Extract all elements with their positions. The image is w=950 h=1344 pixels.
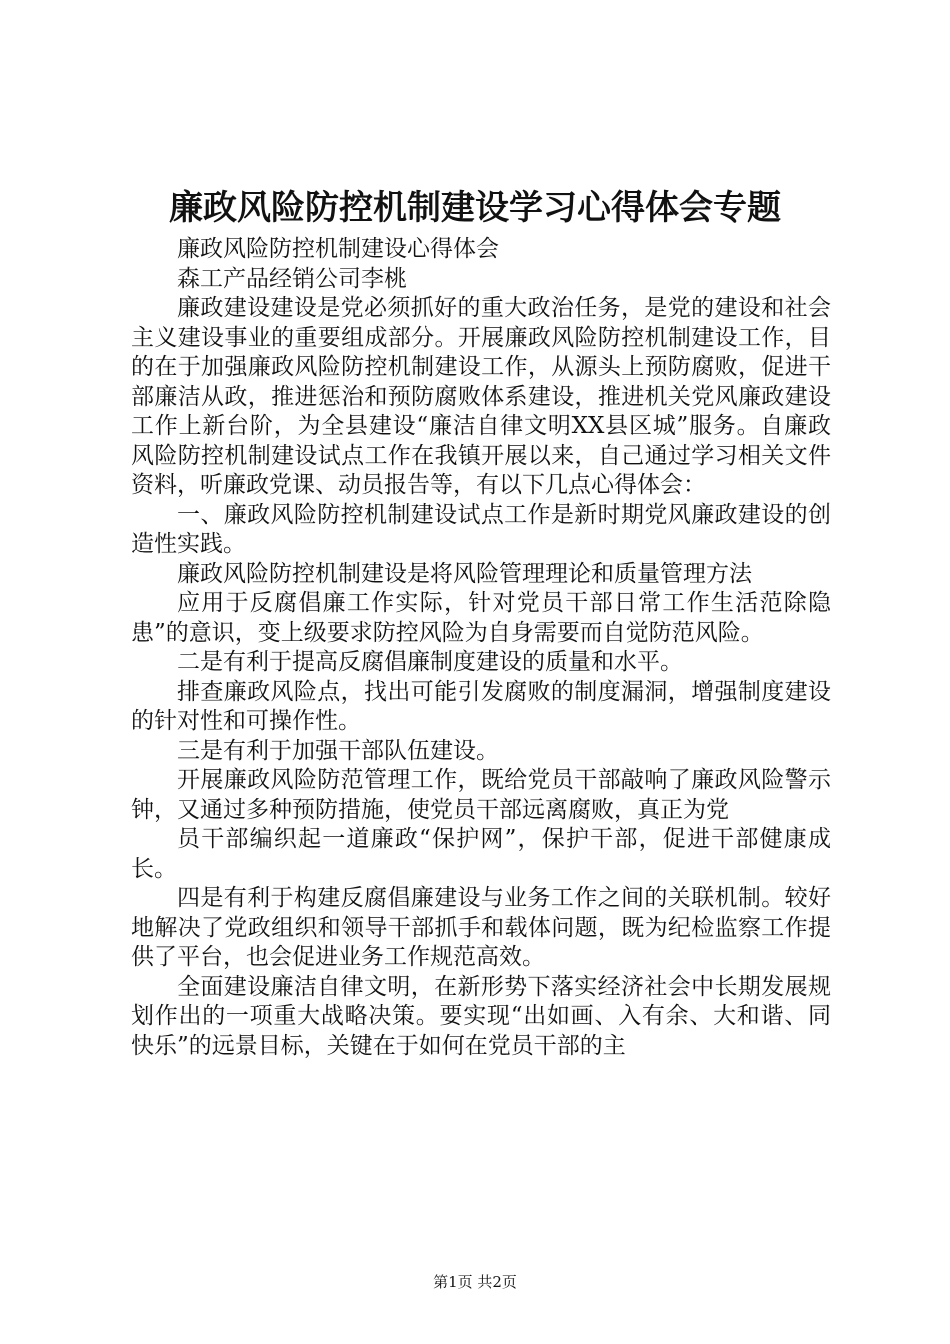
document-body <box>131 235 831 1061</box>
paragraph: 四是有利于构建反腐倡廉建设与业务工作之间的关联机制。较好地解决了党政组织和领导干部抓手和载体问题，既为纪检监察工作提供了平台，也会促进业务工作规范高效。 <box>131 885 831 970</box>
paragraph: 二是有利于提高反腐倡廉制度建设的质量和水平。 <box>177 649 683 675</box>
paragraph: 排查廉政风险点，找出可能引发腐败的制度漏洞，增强制度建设的针对性和可操作性。 <box>131 678 831 734</box>
paragraph-author: 森工产品经销公司李桃 <box>177 265 407 292</box>
page-number-footer: 第1页 共2页 <box>433 1273 517 1291</box>
paragraph: 廉政风险防控机制建设是将风险管理理论和质量管理方法 <box>177 560 752 587</box>
paragraph: 开展廉政风险防范管理工作，既给党员干部敲响了廉政风险警示钟，又通过多种预防措施，使党员干部远离腐败，真正为党 <box>131 767 831 823</box>
paragraph: 一、廉政风险防控机制建设试点工作是新时期党风廉政建设的创造性实践。 <box>131 501 831 557</box>
document-title: 廉政风险防控机制建设学习心得体会专题 <box>169 188 781 228</box>
paragraph-subtitle: 廉政风险防控机制建设心得体会 <box>177 236 499 262</box>
paragraph: 应用于反腐倡廉工作实际，针对党员干部日常工作生活范除隐患”的意识，变上级要求防控风险为自身需要而自觉防范风险。 <box>131 590 831 646</box>
paragraph: 廉政建设建设是党必须抓好的重大政治任务，是党的建设和社会主义建设事业的重要组成部分。开展廉政风险防控机制建设工作，目的在于加强廉政风险防控机制建设工作，从源头上预防腐败，促进干部廉洁从政，推进惩治和预防腐败体系建设，推进机关党风廉政建设工作上新台阶，为全县建设“廉洁自律文明XX县区城”服务。自廉政风险防控机制建设试点工作在我镇开展以来，自己通过学习相关文件资料，听廉政党课、动员报告等，有以下几点心得体会： <box>131 295 831 498</box>
paragraph: 全面建设廉洁自律文明，在新形势下落实经济社会中长期发展规划作出的一项重大战略决策。要实现“出如画、入有余、大和谐、同快乐”的远景目标，关键在于如何在党员干部的主 <box>131 973 831 1059</box>
paragraph: 三是有利于加强干部队伍建设。 <box>177 737 499 764</box>
paragraph: 员干部编织起一道廉政“保护网”，保护干部，促进干部健康成长。 <box>131 826 831 882</box>
